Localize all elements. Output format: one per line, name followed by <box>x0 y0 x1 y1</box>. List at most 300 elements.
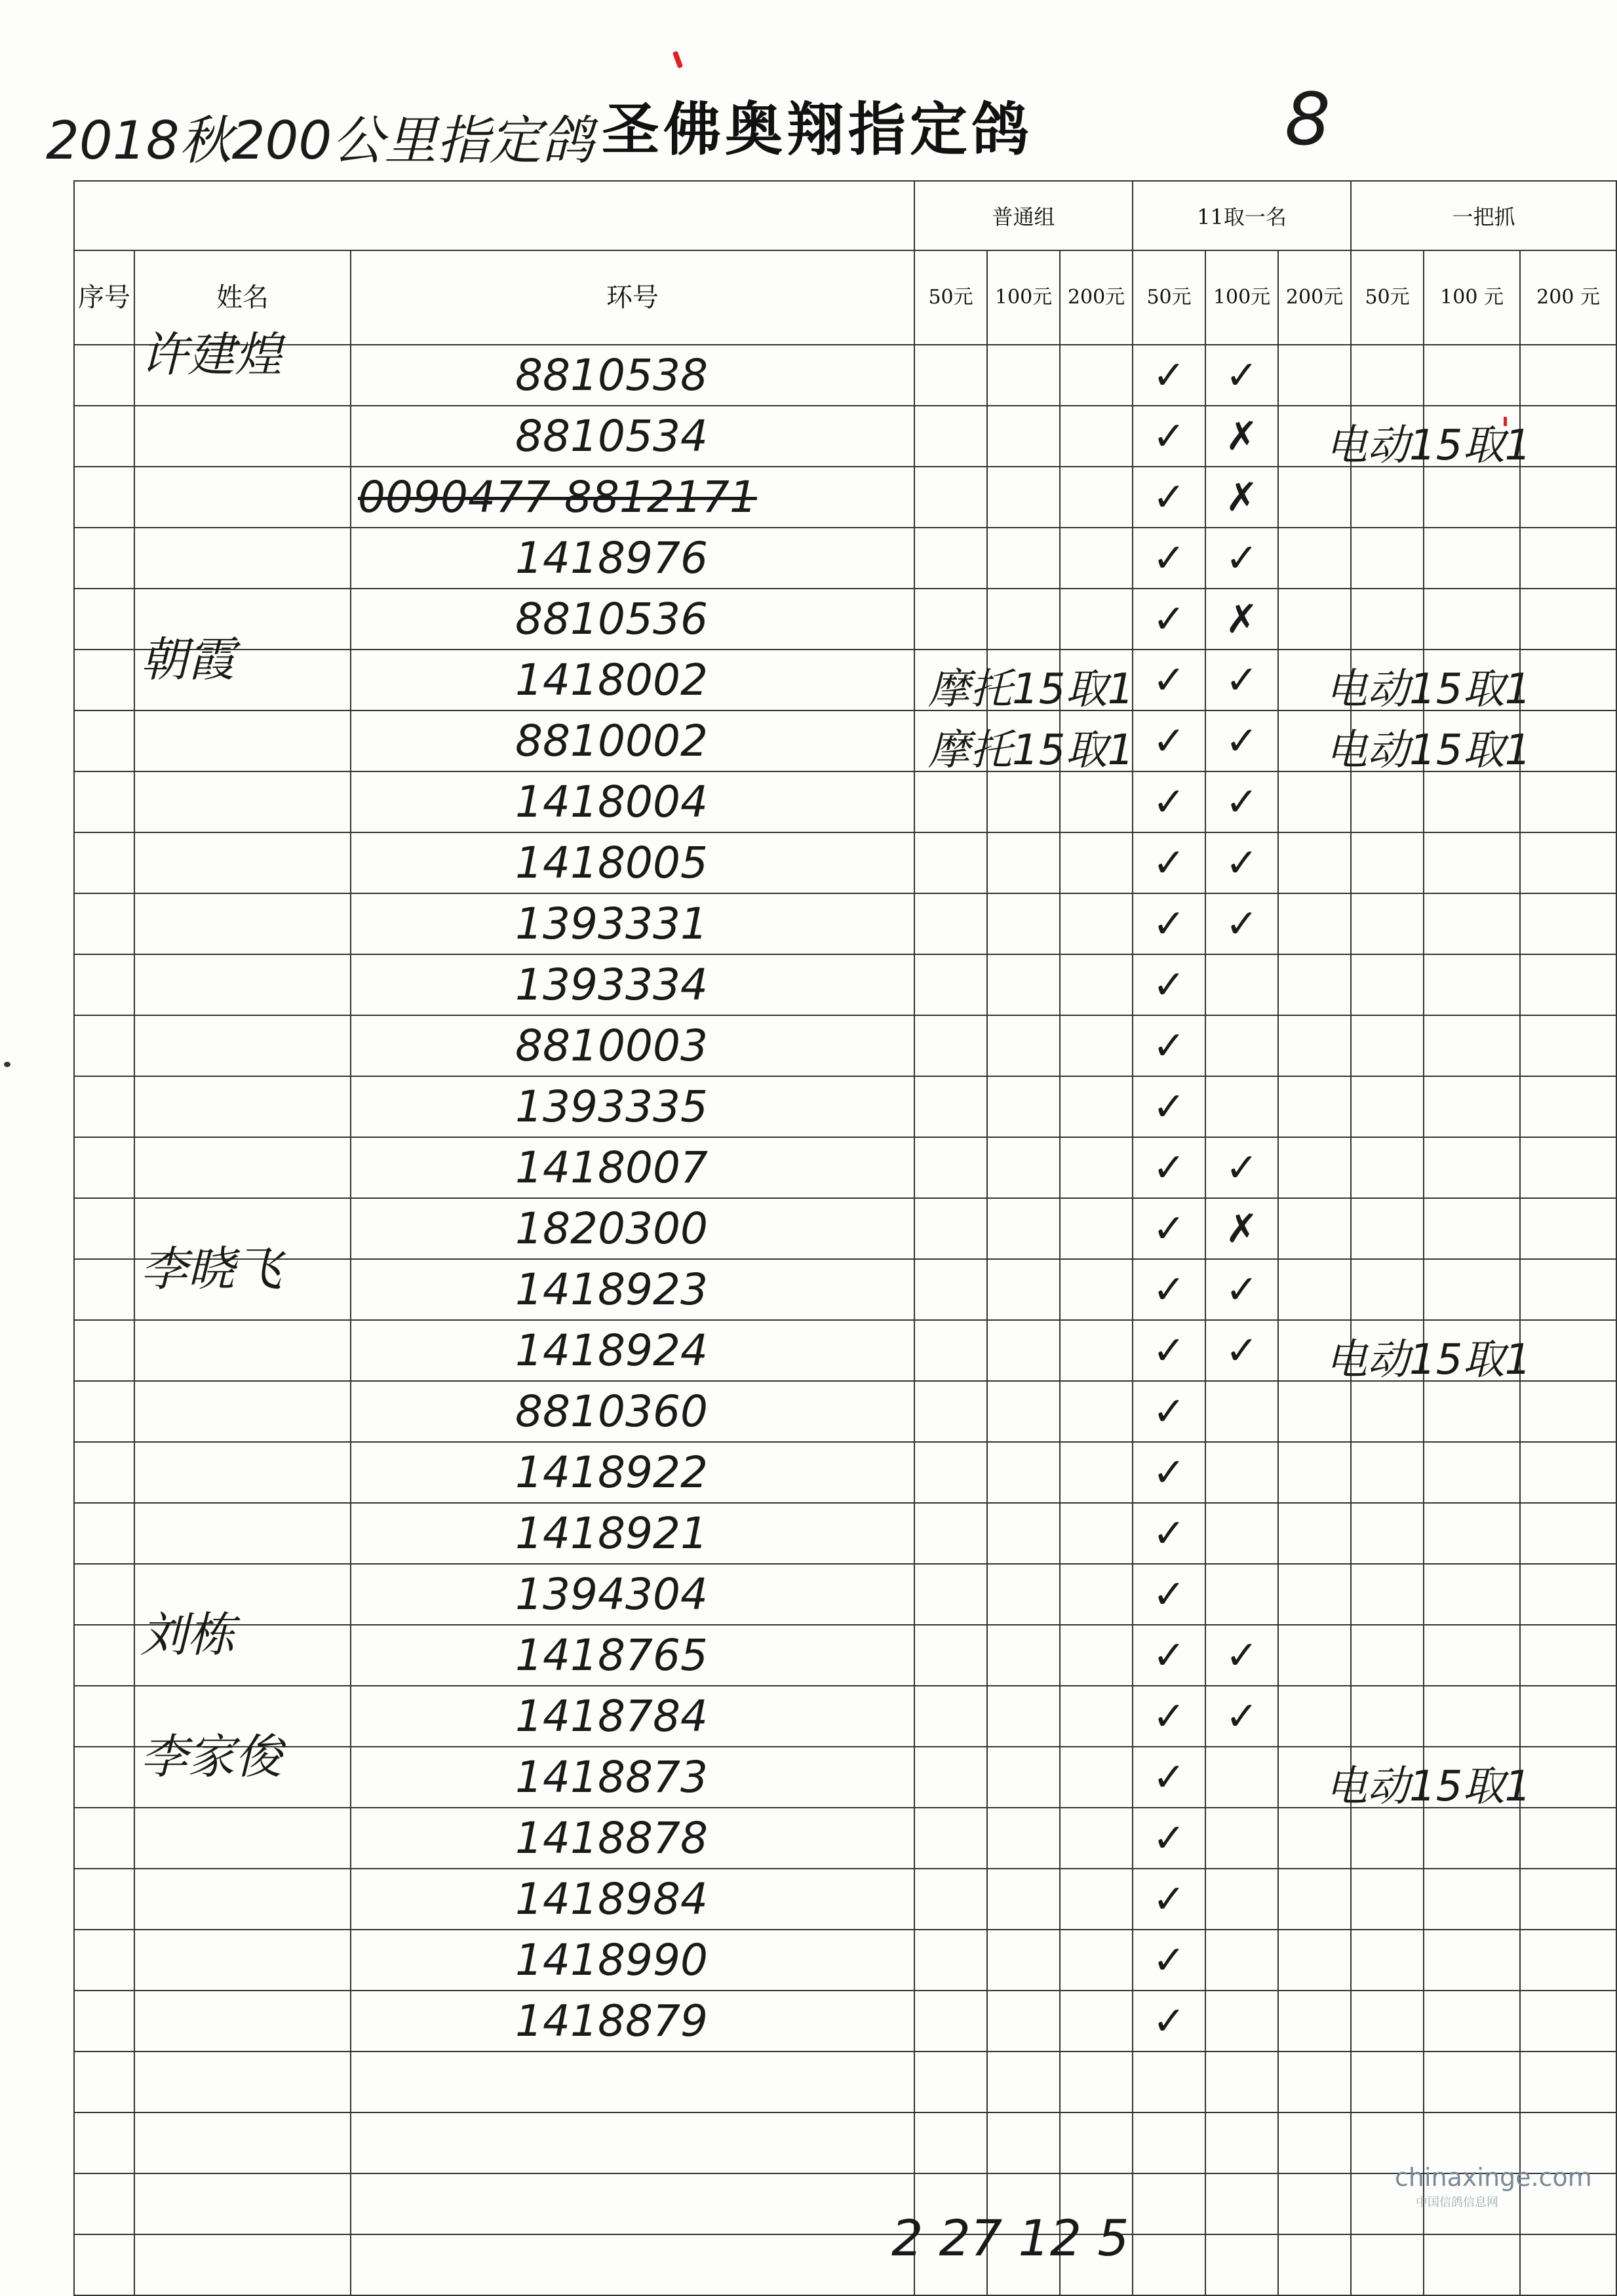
grab-100-cell <box>1424 528 1520 589</box>
normal-50-cell <box>914 893 987 954</box>
normal-50-cell <box>914 1564 987 1625</box>
ring-number: 1820300 <box>515 1203 708 1254</box>
pick-100-cell <box>1205 2052 1278 2112</box>
ring-cell <box>351 2112 914 2173</box>
col-header-amount: 50元 <box>1133 250 1205 345</box>
table-row <box>74 1259 1616 1320</box>
pick-200-cell <box>1278 2052 1351 2112</box>
grab-all-note: 电动15取1 <box>1325 726 1532 775</box>
check-mark: ✗ <box>1225 474 1258 520</box>
normal-200-cell <box>1060 1564 1133 1625</box>
pick-50-cell <box>1133 1137 1205 1198</box>
check-mark: ✓ <box>1152 1876 1186 1922</box>
normal-200-cell <box>1060 771 1133 832</box>
name-cell <box>134 1241 351 1320</box>
pick-200-cell <box>1278 1869 1351 1930</box>
name-cell <box>134 1869 351 1930</box>
pick-50-cell <box>1133 528 1205 589</box>
grab-200-cell <box>1520 345 1616 406</box>
normal-200-cell <box>1060 954 1133 1015</box>
grab-50-cell <box>1351 893 1424 954</box>
normal-50-cell <box>914 1259 987 1320</box>
normal-100-cell <box>987 1747 1060 1808</box>
seq-cell <box>74 1808 134 1869</box>
name-cell <box>134 2052 351 2112</box>
check-mark: ✓ <box>1225 1327 1258 1374</box>
check-mark: ✓ <box>1152 1998 1186 2044</box>
pick-50-cell <box>1133 2112 1205 2173</box>
col-header-amount: 200 元 <box>1520 250 1616 345</box>
normal-100-cell <box>987 1320 1060 1381</box>
normal-50-cell <box>914 1198 987 1259</box>
normal-200-cell <box>1060 528 1133 589</box>
grab-50-cell <box>1351 1869 1424 1930</box>
normal-200-cell <box>1060 1503 1133 1564</box>
pick-100-cell <box>1205 650 1278 710</box>
grab-50-cell <box>1351 1686 1424 1747</box>
normal-200-cell <box>1060 589 1133 650</box>
ring-number: 1418879 <box>515 1996 708 2046</box>
grab-50-cell <box>1351 2234 1424 2295</box>
ring-number: 0090477 8812171 <box>358 472 757 522</box>
seq-cell <box>74 406 134 467</box>
pick-100-cell <box>1205 1442 1278 1503</box>
normal-200-cell <box>1060 1625 1133 1686</box>
ring-cell <box>351 1320 914 1381</box>
grab-50-cell <box>1351 1564 1424 1625</box>
grab-100-cell <box>1424 1991 1520 2052</box>
pick-200-cell <box>1278 954 1351 1015</box>
normal-200-cell <box>1060 467 1133 528</box>
pick-100-cell <box>1205 406 1278 467</box>
seq-cell <box>74 1442 134 1503</box>
table-row <box>74 2234 1616 2295</box>
ring-number: 1418007 <box>515 1142 708 1193</box>
normal-50-cell <box>914 1869 987 1930</box>
seq-cell <box>74 710 134 771</box>
ring-cell <box>351 1686 914 1747</box>
grab-200-cell <box>1520 467 1616 528</box>
name-cell <box>134 2112 351 2173</box>
check-mark: ✓ <box>1225 1144 1258 1191</box>
seq-cell <box>74 1198 134 1259</box>
normal-50-cell <box>914 1991 987 2052</box>
normal-100-cell <box>987 1381 1060 1442</box>
pick-50-cell <box>1133 1442 1205 1503</box>
pick-200-cell <box>1278 1564 1351 1625</box>
pick-100-cell <box>1205 1564 1278 1625</box>
ring-number: 1418005 <box>515 838 708 888</box>
seq-cell <box>74 1259 134 1320</box>
pick-100-cell <box>1205 2234 1278 2295</box>
pick-50-cell <box>1133 1076 1205 1137</box>
pick-200-cell <box>1278 2112 1351 2173</box>
seq-cell <box>74 2052 134 2112</box>
page-number: 8 <box>1285 77 1331 161</box>
table-row <box>74 710 1616 771</box>
name-cell <box>134 1808 351 1869</box>
col-header-name: 姓名 <box>134 250 351 345</box>
grab-200-cell <box>1520 1442 1616 1503</box>
seq-cell <box>74 1076 134 1137</box>
page-title: 圣佛奥翔指定鸽 <box>602 96 1034 163</box>
normal-100-cell <box>987 345 1060 406</box>
table-row <box>74 2052 1616 2112</box>
ring-cell <box>351 345 914 406</box>
pick-100-cell <box>1205 2173 1278 2234</box>
grab-50-cell <box>1351 1381 1424 1442</box>
pick-100-cell <box>1205 2112 1278 2173</box>
col-header-seq: 序号 <box>74 250 134 345</box>
grab-all-note: 电动15取1 <box>1325 665 1532 714</box>
pick-50-cell <box>1133 345 1205 406</box>
table-row <box>74 954 1616 1015</box>
name-cell <box>134 710 351 771</box>
normal-50-cell <box>914 1076 987 1137</box>
ring-cell <box>351 528 914 589</box>
pick-100-cell <box>1205 954 1278 1015</box>
grab-100-cell <box>1424 832 1520 893</box>
name-cell <box>134 2173 351 2234</box>
normal-50-cell <box>914 650 1135 714</box>
grab-50-cell <box>1351 1442 1424 1503</box>
pick-200-cell <box>1278 893 1351 954</box>
seq-cell <box>74 832 134 893</box>
check-mark: ✓ <box>1152 1449 1186 1496</box>
pick-50-cell <box>1133 954 1205 1015</box>
normal-200-cell <box>1060 1686 1133 1747</box>
owner-name: 朝霞 <box>140 632 235 687</box>
normal-100-cell <box>987 1442 1060 1503</box>
pick-200-cell <box>1278 528 1351 589</box>
pick-100-cell <box>1205 893 1278 954</box>
seq-cell <box>74 1991 134 2052</box>
owner-name: 李家俊 <box>140 1729 282 1784</box>
ring-cell <box>351 589 914 650</box>
grab-200-cell <box>1520 1320 1616 1381</box>
pick-200-cell <box>1278 1503 1351 1564</box>
normal-50-cell <box>914 1625 987 1686</box>
ring-number: 1418784 <box>515 1691 708 1741</box>
grab-200-cell <box>1520 1991 1616 2052</box>
table-row <box>74 1564 1616 1625</box>
ring-cell <box>351 832 914 893</box>
seq-cell <box>74 1930 134 1991</box>
name-cell <box>134 2234 351 2295</box>
seq-cell <box>74 1625 134 1686</box>
ring-number: 8810003 <box>515 1021 708 1071</box>
normal-100-cell <box>987 1259 1060 1320</box>
normal-group-note: 摩托15取1 <box>928 665 1135 714</box>
check-mark: ✓ <box>1152 779 1186 825</box>
seq-cell <box>74 1137 134 1198</box>
ring-cell <box>351 771 914 832</box>
pick-200-cell <box>1278 589 1351 650</box>
grab-50-cell <box>1351 1015 1424 1076</box>
ring-number: 1418923 <box>515 1264 708 1315</box>
col-header-ring: 环号 <box>351 250 914 345</box>
check-mark: ✓ <box>1225 779 1258 825</box>
top-left-handwritten-note: 2018秋200公里指定鸽 <box>46 110 594 171</box>
name-cell <box>134 1991 351 2052</box>
normal-100-cell <box>987 954 1060 1015</box>
grab-200-cell <box>1520 893 1616 954</box>
ring-cell <box>351 406 914 467</box>
pick-50-cell <box>1133 771 1205 832</box>
seq-cell <box>74 345 134 406</box>
designated-pigeon-table <box>73 180 1617 2296</box>
header-blank <box>74 181 914 250</box>
name-cell <box>134 1320 351 1381</box>
table-row <box>74 2112 1616 2173</box>
normal-100-cell <box>987 832 1060 893</box>
check-mark: ✓ <box>1152 1327 1186 1374</box>
pick-100-cell <box>1205 345 1278 406</box>
ring-cell <box>351 1442 914 1503</box>
ring-cell <box>351 1503 914 1564</box>
col-header-amount: 200元 <box>1060 250 1133 345</box>
grab-200-cell <box>1520 1564 1616 1625</box>
ring-number: 1393331 <box>515 899 708 949</box>
normal-200-cell <box>1060 1381 1133 1442</box>
ring-cell <box>351 2052 914 2112</box>
name-cell <box>134 954 351 1015</box>
normal-50-cell <box>914 710 1135 775</box>
check-mark: ✓ <box>1152 1510 1186 1557</box>
normal-200-cell <box>1060 1930 1133 1991</box>
grab-200-cell <box>1520 2052 1616 2112</box>
grab-100-cell <box>1424 1747 1520 1808</box>
name-cell <box>134 406 351 467</box>
normal-200-cell <box>1060 1137 1133 1198</box>
check-mark: ✓ <box>1152 413 1186 459</box>
table-row <box>74 467 1616 528</box>
normal-200-cell <box>1060 1320 1133 1381</box>
normal-200-cell <box>1060 893 1133 954</box>
ring-cell <box>351 893 914 954</box>
pick-100-cell <box>1205 467 1278 528</box>
pick-50-cell <box>1133 1198 1205 1259</box>
grab-50-cell <box>1351 345 1424 406</box>
group-header-grab-all: 一把抓 <box>1351 181 1616 250</box>
ring-number: 1393335 <box>515 1081 708 1132</box>
check-mark: ✓ <box>1152 718 1186 764</box>
grab-100-cell <box>1424 1808 1520 1869</box>
table-row <box>74 771 1616 832</box>
table-row <box>74 832 1616 893</box>
ring-number: 1418984 <box>515 1874 708 1924</box>
grab-50-cell <box>1351 771 1424 832</box>
normal-100-cell <box>987 650 1060 710</box>
ring-cell <box>351 1930 914 1991</box>
owner-name: 许建煌 <box>140 327 282 382</box>
grab-200-cell <box>1520 710 1616 771</box>
normal-group-note: 摩托15取1 <box>928 726 1135 775</box>
normal-100-cell <box>987 1991 1060 2052</box>
ring-cell <box>351 2173 914 2234</box>
ink-dot <box>4 1062 10 1067</box>
check-mark: ✓ <box>1225 535 1258 581</box>
normal-50-cell <box>914 1808 987 1869</box>
pick-50-cell <box>1133 1564 1205 1625</box>
pick-200-cell <box>1278 1991 1351 2052</box>
pick-100-cell <box>1205 771 1278 832</box>
col-header-amount: 100元 <box>1205 250 1278 345</box>
pick-200-cell <box>1278 1381 1351 1442</box>
grab-100-cell <box>1424 467 1520 528</box>
grab-200-cell <box>1520 1259 1616 1320</box>
col-header-amount: 100 元 <box>1424 250 1520 345</box>
check-mark: ✓ <box>1225 352 1258 399</box>
col-header-amount: 200元 <box>1278 250 1351 345</box>
table-row <box>74 1503 1616 1564</box>
normal-100-cell <box>987 406 1060 467</box>
ring-cell <box>351 954 914 1015</box>
table-row <box>74 406 1616 467</box>
normal-50-cell <box>914 1686 987 1747</box>
name-cell <box>134 327 351 406</box>
grab-50-cell <box>1325 710 1532 775</box>
seq-cell <box>74 1869 134 1930</box>
seq-cell <box>74 1747 134 1808</box>
normal-200-cell <box>1060 406 1133 467</box>
pick-100-cell <box>1205 1137 1278 1198</box>
seq-cell <box>74 1503 134 1564</box>
table-row <box>74 528 1616 589</box>
ring-cell <box>351 1015 914 1076</box>
seq-cell <box>74 650 134 710</box>
table-row <box>74 1625 1616 1686</box>
check-mark: ✓ <box>1152 1205 1186 1252</box>
normal-50-cell <box>914 832 987 893</box>
pick-100-cell <box>1205 1747 1278 1808</box>
normal-100-cell <box>987 1625 1060 1686</box>
seq-cell <box>74 2112 134 2173</box>
check-mark: ✓ <box>1152 901 1186 947</box>
check-mark: ✓ <box>1152 840 1186 886</box>
grab-50-cell <box>1325 406 1532 470</box>
normal-100-cell <box>987 1869 1060 1930</box>
grab-50-cell <box>1351 467 1424 528</box>
seq-cell <box>74 893 134 954</box>
check-mark: ✓ <box>1152 474 1186 520</box>
normal-50-cell <box>914 1320 987 1381</box>
pick-100-cell <box>1205 832 1278 893</box>
grab-100-cell <box>1424 1442 1520 1503</box>
name-cell <box>134 1442 351 1503</box>
normal-50-cell <box>914 345 987 406</box>
grab-200-cell <box>1520 406 1616 467</box>
site-watermark-subtitle: 中国信鸽信息网 <box>1416 2196 1498 2209</box>
grab-50-cell <box>1351 954 1424 1015</box>
normal-200-cell <box>1060 1869 1133 1930</box>
check-mark: ✓ <box>1152 1632 1186 1679</box>
grab-200-cell <box>1520 954 1616 1015</box>
pick-50-cell <box>1133 1930 1205 1991</box>
normal-200-cell <box>1060 1076 1133 1137</box>
ring-cell <box>351 1198 914 1259</box>
check-mark: ✗ <box>1225 1205 1258 1252</box>
check-mark: ✓ <box>1152 1937 1186 1983</box>
seq-cell <box>74 467 134 528</box>
name-cell <box>134 1015 351 1076</box>
check-mark: ✓ <box>1152 962 1186 1008</box>
check-mark: ✓ <box>1225 840 1258 886</box>
check-mark: ✓ <box>1225 718 1258 764</box>
name-cell <box>134 632 351 710</box>
grab-200-cell <box>1520 1076 1616 1137</box>
red-ink-mark <box>672 50 683 68</box>
pick-200-cell <box>1278 1198 1351 1259</box>
table-row <box>74 1808 1616 1869</box>
check-mark: ✓ <box>1152 1754 1186 1800</box>
grab-200-cell <box>1520 1747 1616 1808</box>
grab-50-cell <box>1351 2052 1424 2112</box>
normal-100-cell <box>987 2112 1060 2173</box>
normal-200-cell <box>1060 1442 1133 1503</box>
normal-100-cell <box>987 1503 1060 1564</box>
grab-200-cell <box>1520 1015 1616 1076</box>
normal-100-cell <box>987 467 1060 528</box>
normal-100-cell <box>987 1137 1060 1198</box>
table-row <box>74 1381 1616 1442</box>
table-row <box>74 893 1616 954</box>
seq-cell <box>74 1564 134 1625</box>
name-cell <box>134 467 351 528</box>
pick-200-cell <box>1278 1137 1351 1198</box>
pick-200-cell <box>1278 1015 1351 1076</box>
grab-50-cell <box>1325 1320 1532 1384</box>
check-mark: ✓ <box>1225 657 1258 703</box>
check-mark: ✓ <box>1152 352 1186 399</box>
grab-200-cell <box>1520 589 1616 650</box>
grab-100-cell <box>1424 345 1520 406</box>
normal-200-cell <box>1060 832 1133 893</box>
grab-100-cell <box>1424 2234 1520 2295</box>
normal-100-cell <box>987 1076 1060 1137</box>
check-mark: ✗ <box>1225 596 1258 642</box>
name-cell <box>134 1729 351 1808</box>
normal-100-cell <box>987 528 1060 589</box>
grab-50-cell <box>1325 650 1532 714</box>
normal-50-cell <box>914 1503 987 1564</box>
normal-50-cell <box>914 1442 987 1503</box>
site-watermark: chinaxinge.com <box>1395 2163 1592 2192</box>
col-header-amount: 100元 <box>987 250 1060 345</box>
pick-50-cell <box>1133 1991 1205 2052</box>
normal-50-cell <box>914 1747 987 1808</box>
pick-100-cell <box>1205 1625 1278 1686</box>
normal-200-cell <box>1060 2112 1133 2173</box>
ring-cell <box>351 1381 914 1442</box>
pick-100-cell <box>1205 1686 1278 1747</box>
table-row <box>74 1137 1616 1198</box>
col-header-amount: 50元 <box>1351 250 1424 345</box>
check-mark: ✓ <box>1152 1693 1186 1740</box>
grab-50-cell <box>1351 1137 1424 1198</box>
pick-100-cell <box>1205 1381 1278 1442</box>
grab-50-cell <box>1351 1808 1424 1869</box>
seq-cell <box>74 954 134 1015</box>
pick-200-cell <box>1278 1625 1351 1686</box>
pick-200-cell <box>1278 2234 1351 2295</box>
table-row <box>74 1076 1616 1137</box>
ring-number: 1394304 <box>515 1569 708 1620</box>
ring-number: 1418921 <box>515 1508 708 1559</box>
grab-100-cell <box>1424 406 1520 467</box>
normal-100-cell <box>987 710 1060 771</box>
check-mark: ✓ <box>1225 1632 1258 1679</box>
